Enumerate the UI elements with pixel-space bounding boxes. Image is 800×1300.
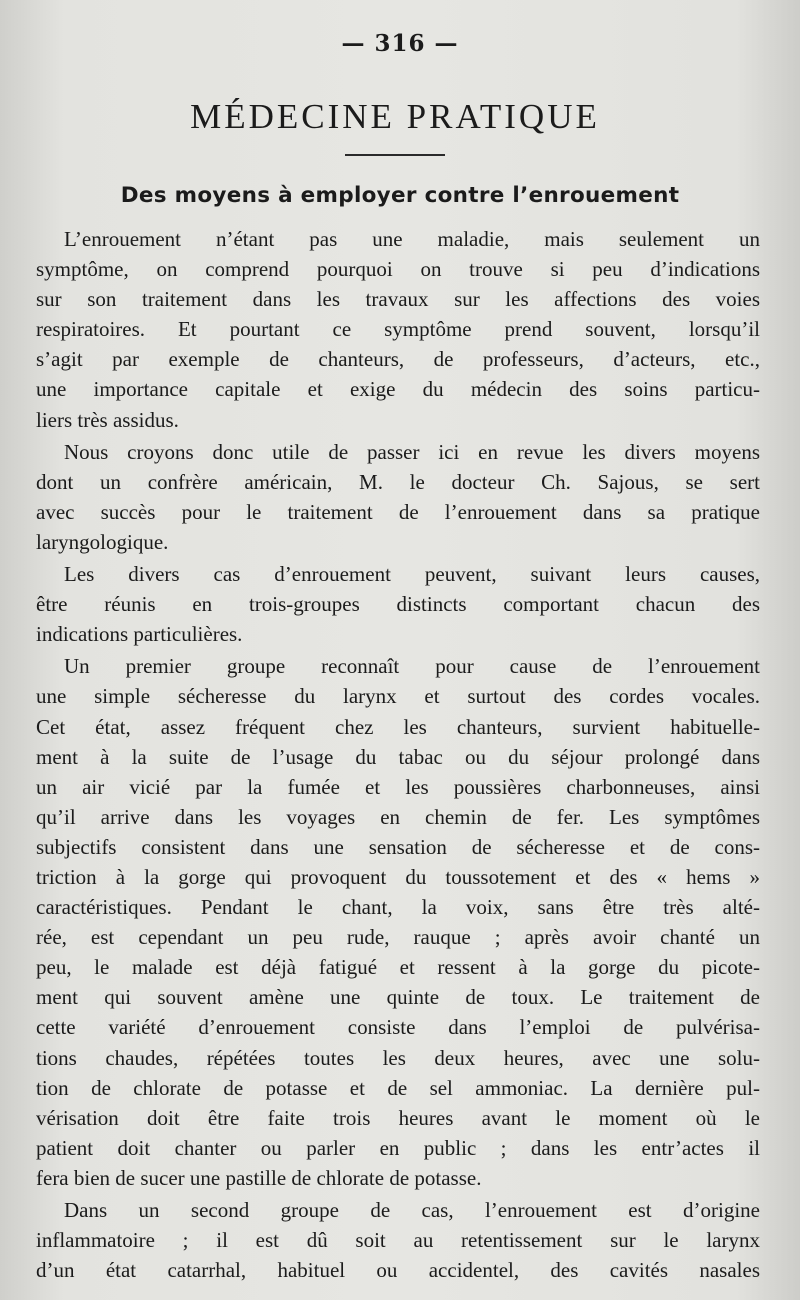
text-line: dont un confrère américain, M. le docteur Ch. Sajous, se sert (36, 469, 760, 494)
text-line: qu’il arrive dans les voyages en chemin de fer. Les symptômes (36, 804, 760, 829)
text-line: être réunis en trois-groupes distincts comportant chacun des (36, 592, 760, 617)
section-title: MÉDECINE PRATIQUE (190, 97, 600, 136)
text-line: subjectifs consistent dans une sensation de sécheresse et de cons- (36, 834, 760, 859)
article-title: Des moyens à employer contre l’enrouement (120, 183, 680, 208)
paragraph (36, 559, 760, 649)
paragraph (36, 651, 760, 1193)
text-line: indications particulières. (36, 622, 243, 647)
text-line: liers très assidus. (36, 407, 179, 432)
text-line: s’agit par exemple de chanteurs, de professeurs, d’acteurs, etc., (36, 347, 760, 372)
text-line: avec succès pour le traitement de l’enrouement dans sa pratique (36, 499, 760, 524)
text-line: Cet état, assez fréquent chez les chanteurs, survient habituelle- (36, 714, 760, 739)
text-line: peu, le malade est déjà fatigué et ressent à la gorge du picote- (36, 955, 760, 980)
page-number: — 316 — (341, 30, 459, 57)
text-line: vérisation doit être faite trois heures avant le moment où le (36, 1105, 760, 1130)
text-line: inflammatoire ; il est dû soit au retentissement sur le larynx (36, 1228, 760, 1253)
paragraph (36, 437, 760, 557)
text-line: rée, est cependant un peu rude, rauque ; après avoir chanté un (36, 925, 760, 950)
text-line: tion de chlorate de potasse et de sel ammoniac. La dernière pul- (36, 1075, 760, 1100)
text-line: triction à la gorge qui provoquent du toussotement et des « hems » (36, 864, 760, 889)
text-line: L’enrouement n’étant pas une maladie, mais seulement un (64, 227, 760, 251)
text-line: une simple sécheresse du larynx et surtout des cordes vocales. (36, 684, 760, 709)
text-line: sur son traitement dans les travaux sur les affections des voies (36, 287, 760, 312)
text-line: patient doit chanter ou parler en public ; dans les entr’actes il (36, 1135, 760, 1160)
article-body (36, 224, 760, 1285)
text-line: ment à la suite de l’usage du tabac ou du séjour prolongé dans (36, 744, 760, 769)
text-line: ment qui souvent amène une quinte de toux. Le traitement de (36, 985, 760, 1010)
text-line: tions chaudes, répétées toutes les deux heures, avec une solu- (36, 1045, 760, 1070)
text-line: cette variété d’enrouement consiste dans l’emploi de pulvérisa- (36, 1015, 760, 1040)
text-line: Nous croyons donc utile de passer ici en revue les divers moyens (64, 439, 760, 464)
text-line: Un premier groupe reconnaît pour cause de l’enrouement (64, 654, 760, 679)
title-rule (345, 154, 445, 156)
text-line: symptôme, on comprend pourquoi on trouve si peu d’indications (36, 257, 760, 282)
text-line: fera bien de sucer une pastille de chlorate de potasse. (36, 1165, 482, 1190)
text-line: Les divers cas d’enrouement peuvent, suivant leurs causes, (64, 562, 760, 587)
paragraph (36, 1195, 760, 1285)
text-line: une importance capitale et exige du médecin des soins particu- (36, 377, 760, 402)
text-line: un air vicié par la fumée et les poussières charbonneuses, ainsi (36, 774, 760, 799)
paragraph (36, 224, 760, 435)
text-line: laryngologique. (36, 529, 169, 554)
text-line: d’un état catarrhal, habituel ou accidentel, des cavités nasales (36, 1258, 760, 1283)
text-line: Dans un second groupe de cas, l’enrouement est d’origine (64, 1198, 760, 1222)
text-line: caractéristiques. Pendant le chant, la voix, sans être très alté- (36, 895, 760, 920)
text-line: respiratoires. Et pourtant ce symptôme prend souvent, lorsqu’il (36, 317, 760, 342)
